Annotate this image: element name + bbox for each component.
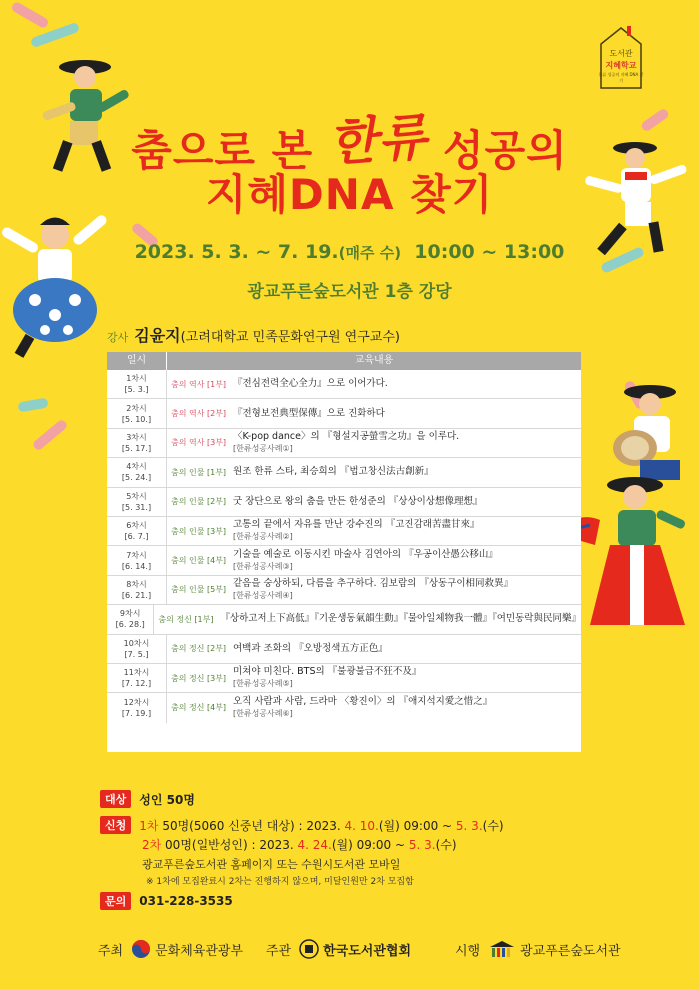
session-cell [107,546,167,574]
apply2-mid: (월) 09:00 ~ [331,838,409,852]
session-number: 4차시 [126,462,147,472]
session-category: 춤의 역사 [3부] [171,438,227,448]
executor-name: 광교푸른숲도서관 [520,943,621,959]
session-title: 기술을 예술로 이동시킨 마술사 김연아의 『우공이산愚公移山』 [233,548,498,560]
table-row [107,635,581,664]
session-cell [107,635,167,663]
session-cell [107,370,167,398]
footer-executor [455,939,621,959]
content-cell [167,496,581,508]
session-number: 9차시 [119,609,141,619]
lecturer-affiliation: (고려대학교 민족문화연구원 연구교수) [180,330,400,345]
session-case-note: [한류성공사례⑥] [233,708,293,718]
content-cell [167,578,581,602]
session-title: 고통의 끝에서 자유를 만난 강수진의 『고진감래苦盡甘來』 [233,519,480,531]
table-row [107,399,581,428]
table-row [107,546,581,575]
session-category: 춤의 인물 [5부] [171,585,227,595]
lecturer-info [107,323,400,346]
session-cell [107,664,167,692]
confetti-decoration [31,418,68,451]
content-cell [167,378,581,390]
title-line2: 지혜DNA 찾기 [205,170,494,219]
content-cell [167,643,581,655]
table-row [107,693,581,722]
session-number: 11차시 [123,668,150,678]
content-cell [167,666,581,690]
session-content [233,578,513,602]
apply2 [142,836,457,853]
table-row [107,370,581,399]
kla-seal-icon [299,939,319,959]
organizer-label: 주관 [266,943,292,959]
session-content [233,696,492,720]
session-content [233,519,479,543]
session-category: 춤의 인물 [3부] [171,526,227,536]
footer-host [98,939,243,959]
content-cell [167,408,581,420]
content-cell [167,519,581,543]
session-cell [107,458,167,486]
host-label: 주최 [98,943,124,959]
session-cell [107,488,167,516]
session-date: [6. 14.] [121,561,152,571]
apply2-day: (수) [435,838,457,852]
apply2-desc: 00명(일반성인) : 2023. [161,838,298,852]
table-row [107,664,581,693]
session-content [233,408,385,420]
session-date: [5. 3.] [124,385,149,395]
table-row [107,605,581,634]
footer [0,935,699,965]
session-category: 춤의 정신 [2부] [171,644,227,654]
session-number: 3차시 [126,432,147,442]
title-part-b: 성공의 [443,126,568,175]
logo-line2: 지혜학교 [605,61,637,70]
session-case-note: [한류성공사례②] [233,532,293,542]
session-number: 10차시 [123,638,150,648]
apply1-end: 5. 3. [455,818,483,833]
footer-organizer [266,939,411,959]
session-date: [5. 17.] [121,443,152,453]
contact-phone: 031-228-3535 [139,894,233,908]
apply1-round: 1차 [139,818,159,833]
session-number: 1차시 [126,374,147,384]
event-time: 10:00 ~ 13:00 [414,241,565,263]
apply2-round: 2차 [142,838,162,852]
session-title: 『전형보전典型保傳』으로 진화하다 [233,407,385,419]
apply1 [139,817,503,834]
session-category: 춤의 정신 [1부] [158,614,214,624]
session-date: [5. 24.] [121,473,152,483]
apply1-start: 4. 10. [344,818,379,833]
session-case-note: [한류성공사례⑤] [233,679,293,689]
table-row [107,488,581,517]
session-title: 굿 장단으로 왕의 춤을 만든 한성준의 『상상이상想像理想』 [233,495,483,507]
table-row [107,517,581,546]
session-number: 6차시 [126,521,147,531]
session-cell [107,576,167,604]
session-date: [5. 31.] [121,502,152,512]
session-date: [7. 5.] [124,649,149,659]
confetti-decoration [17,397,48,412]
session-content [233,466,434,478]
lecturer-tag: 강사 [107,331,129,344]
table-row [107,458,581,487]
executor-label: 시행 [455,943,481,959]
session-content [233,666,421,690]
logo-small-text: 한류 성공의 지혜 DNA 찾기 [598,72,644,83]
session-title: 『상하고저上下高低』『기운생동氣韻生動』『물아일체物我一體』『여민동락與民同樂』 [220,613,581,625]
session-number: 5차시 [126,491,147,501]
apply2-end: 5. 3. [408,838,436,852]
apply-row [100,816,504,834]
apply2-start: 4. 24. [297,838,332,852]
session-title: 『전심전력全心全力』으로 이어가다. [233,378,388,390]
session-category: 춤의 정신 [4부] [171,703,227,713]
content-cell [167,431,581,455]
apply-label: 신청 [100,816,131,834]
content-cell [167,466,581,478]
target-row [100,790,195,808]
apply1-day: (수) [482,818,504,833]
target-value: 성인 50명 [139,792,195,807]
apply-note: ※ 1차에 모집완료시 2차는 진행하지 않으며, 미달인원만 2차 모집함 [146,877,414,887]
session-title: 같음을 숭상하되, 다름을 추구하다. 김보람의 『상동구이相同救異』 [233,577,514,589]
session-content [220,613,581,625]
session-title: 미쳐야 미친다. BTS의 『불광불급不狂不及』 [233,666,422,678]
session-date: [6. 7.] [124,532,149,542]
date-range: 2023. 5. 3. ~ 7. 19. [134,241,339,263]
contact-label: 문의 [100,892,131,910]
session-cell [107,399,167,427]
session-content [233,496,482,508]
table-row [107,576,581,605]
session-date: [6. 21.] [121,590,152,600]
schedule-table [107,352,581,752]
library-wisdom-school-logo [597,24,645,92]
content-cell [167,696,581,720]
session-content [233,643,388,655]
session-date: [5. 10.] [121,414,152,424]
title-hanryu-calligraphy: 한류 [326,106,430,173]
session-date: [6. 28.] [115,620,145,630]
header-date: 일시 [107,352,167,370]
session-category: 춤의 인물 [1부] [171,467,227,477]
session-number: 7차시 [126,550,147,560]
session-cell [107,605,154,633]
session-content [233,378,388,390]
session-number: 2차시 [126,403,147,413]
apply1-mid: (월) 09:00 ~ [378,818,456,833]
library-building-icon [488,939,516,959]
session-title: 여백과 조화의 『오방정색五方正色』 [233,642,388,654]
content-cell [154,613,581,625]
session-cell [107,517,167,545]
contact-row [100,892,233,910]
session-category: 춤의 정신 [3부] [171,673,227,683]
session-category: 춤의 역사 [1부] [171,379,227,389]
session-date: [7. 12.] [121,679,152,689]
event-date [0,241,699,263]
session-title: 〈K-pop dance〉의 『형설지공螢雪之功』을 이루다. [233,430,460,442]
session-title: 원조 한류 스타, 최승희의 『법고창신法古創新』 [233,466,434,478]
session-title: 오직 사람과 사람, 드라마 〈황진이〉의 『애지석지愛之惜之』 [233,695,493,707]
target-label: 대상 [100,790,131,808]
title-part-a: 춤으로 본 [131,126,314,175]
date-weekly: (매주 수) [338,244,402,262]
session-case-note: [한류성공사례④] [233,590,293,600]
session-category: 춤의 인물 [4부] [171,556,227,566]
confetti-decoration [10,1,50,30]
session-content [233,549,498,573]
lecturer-name: 김윤지 [134,326,181,345]
session-cell [107,693,167,722]
taegeuk-icon [131,939,151,959]
session-number: 8차시 [126,579,147,589]
session-category: 춤의 역사 [2부] [171,409,227,419]
session-content [233,431,459,455]
session-cell [107,429,167,457]
apply1-desc: 50명(5060 신중년 대상) : 2023. [158,818,345,833]
session-number: 12차시 [123,697,150,707]
table-row [107,429,581,458]
session-case-note: [한류성공사례①] [233,443,293,453]
host-name: 문화체육관광부 [155,943,244,959]
session-case-note: [한류성공사례③] [233,561,293,571]
table-header [107,352,581,370]
content-cell [167,549,581,573]
apply-where: 광교푸른숲도서관 홈페이지 또는 수원시도서관 모바일 [142,858,401,871]
logo-line1: 도서관 [609,49,633,58]
session-category: 춤의 인물 [2부] [171,497,227,507]
session-date: [7. 19.] [121,708,152,718]
organizer-name: 한국도서관협회 [323,943,412,959]
header-content: 교육내용 [354,355,394,366]
event-place: 광교푸른숲도서관 1층 강당 [247,282,452,302]
